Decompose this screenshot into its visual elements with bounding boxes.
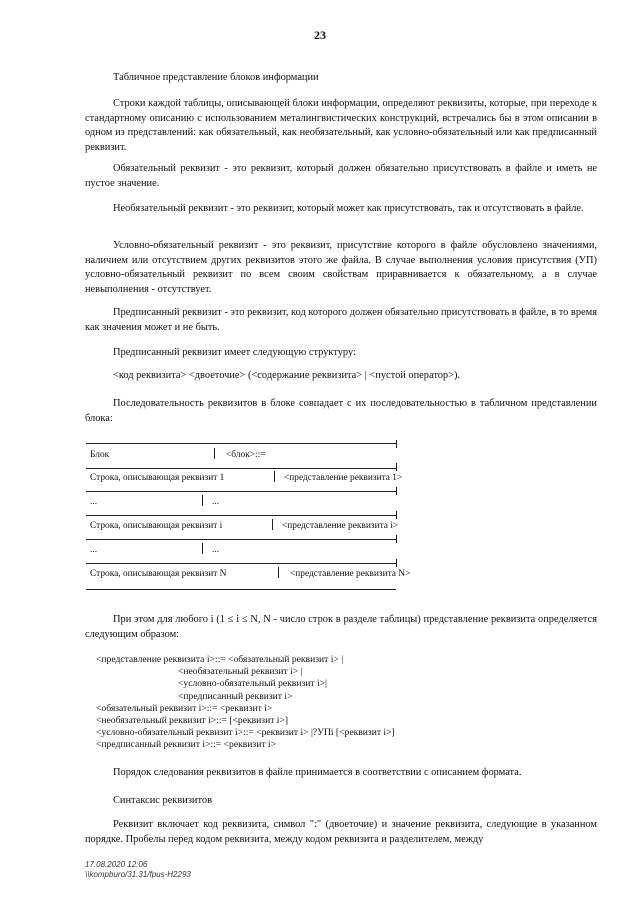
block-table-left: Строка, описывающая реквизит i bbox=[90, 521, 223, 531]
block-table-row bbox=[86, 467, 403, 492]
grammar-line: <предписанный реквизит i> bbox=[178, 690, 293, 702]
block-table-left: Блок bbox=[90, 450, 110, 460]
block-table-left: ... bbox=[90, 497, 98, 507]
grammar-block bbox=[96, 654, 395, 752]
section-title: Табличное представление блоков информации bbox=[113, 72, 319, 83]
paragraph-prescribed-structure: Предписанный реквизит имеет следующую структуру: bbox=[113, 347, 356, 358]
grammar-line: <необязательный реквизит i>::= [<реквизит i>] bbox=[96, 714, 289, 726]
grammar-line: <условно-обязательный реквизит i>::= <реквизит i> |?УПi [<реквизит i>] bbox=[96, 727, 395, 739]
grammar-line: <необязательный реквизит i> | bbox=[178, 666, 303, 678]
block-table-right: ... bbox=[212, 497, 220, 507]
paragraph-order: Порядок следования реквизитов в файле принимается в соответствии с описанием формата. bbox=[113, 767, 522, 778]
block-table-right: <представление реквизита i> bbox=[282, 521, 399, 531]
block-table-right: <представление реквизита 1> bbox=[284, 473, 403, 483]
paragraph-optional: Необязательный реквизит - это реквизит, который может как присутствовать, так и отсутствовать в файле. bbox=[113, 203, 584, 214]
block-table-row bbox=[86, 563, 411, 590]
block-table-row bbox=[86, 443, 396, 469]
paragraph-mandatory: Обязательный реквизит - это реквизит, который должен обязательно присутствовать в файле и иметь не пустое значение. bbox=[85, 163, 597, 189]
grammar-line: <обязательный реквизит i>::= <реквизит i> bbox=[96, 702, 273, 714]
block-table-left: ... bbox=[90, 545, 98, 555]
block-table-left: Строка, описывающая реквизит N bbox=[90, 569, 227, 579]
footer-date: 17.08.2020 12:06 bbox=[85, 860, 148, 869]
block-table-right: <представление реквизита N> bbox=[290, 569, 411, 579]
grammar-line: <представление реквизита i>::= <обязательный реквизит i> | bbox=[96, 654, 344, 665]
paragraph-representation-rule: При этом для любого i (1 ≤ i ≤ N, N - число строк в разделе таблицы) представление реквизита определяется следующим образом: bbox=[85, 614, 597, 640]
block-table-left: Строка, описывающая реквизит 1 bbox=[90, 473, 225, 483]
block-table-right: ... bbox=[212, 545, 220, 555]
block-table-row bbox=[86, 539, 396, 564]
paragraph-syntax: Реквизит включает код реквизита, символ ":" (двоеточие) и значение реквизита, следующие в указанном порядке. Пробелы перед кодом реквизита, между кодом реквизита и разделителем, между bbox=[85, 819, 597, 845]
paragraph-sequence: Последовательность реквизитов в блоке совпадает с их последовательностью в табличном представлении блока: bbox=[85, 398, 597, 424]
footer-path: \\kompburo/31.31/fpus-H2293 bbox=[85, 869, 191, 879]
grammar-line: <условно-обязательный реквизит i>| bbox=[178, 678, 327, 690]
paragraph-conditional: Условно-обязательный реквизит - это реквизит, присутствие которого в файле обусловлено значениями, наличием или отсутствием других реквизитов этого же файла. В случае выполнения условия присутствия (УП) условно-обязательный реквизит по всем своим свойствам приравнивается к обязательному, а в случае невыполнения - отсутствует. bbox=[85, 240, 597, 295]
footer bbox=[85, 860, 191, 879]
prescribed-structure-formula: <код реквизита> <двоеточие> (<содержание реквизита> | <пустой оператор>). bbox=[113, 370, 461, 381]
block-table-right: <блок>::= bbox=[226, 450, 266, 460]
paragraph-prescribed: Предписанный реквизит - это реквизит, код которого должен обязательно присутствовать в файле, в то время как значения может и не быть. bbox=[85, 307, 597, 333]
grammar-line: <предписанный реквизит i>::= <реквизит i> bbox=[96, 739, 276, 751]
syntax-title: Синтаксис реквизитов bbox=[113, 795, 212, 806]
block-table-row bbox=[86, 491, 396, 516]
paragraph-requisite-types: Строки каждой таблицы, описывающей блоки информации, определяют реквизиты, которые, при переходе к стандартному описанию с использованием металингвистических конструкций, встречались бы в этом описании в одном из представлений: как обязательный, как необязательный, как условно-обязательный или как предписанный реквизит. bbox=[85, 98, 597, 153]
block-table-row bbox=[86, 515, 399, 540]
page-number: 23 bbox=[314, 28, 326, 42]
